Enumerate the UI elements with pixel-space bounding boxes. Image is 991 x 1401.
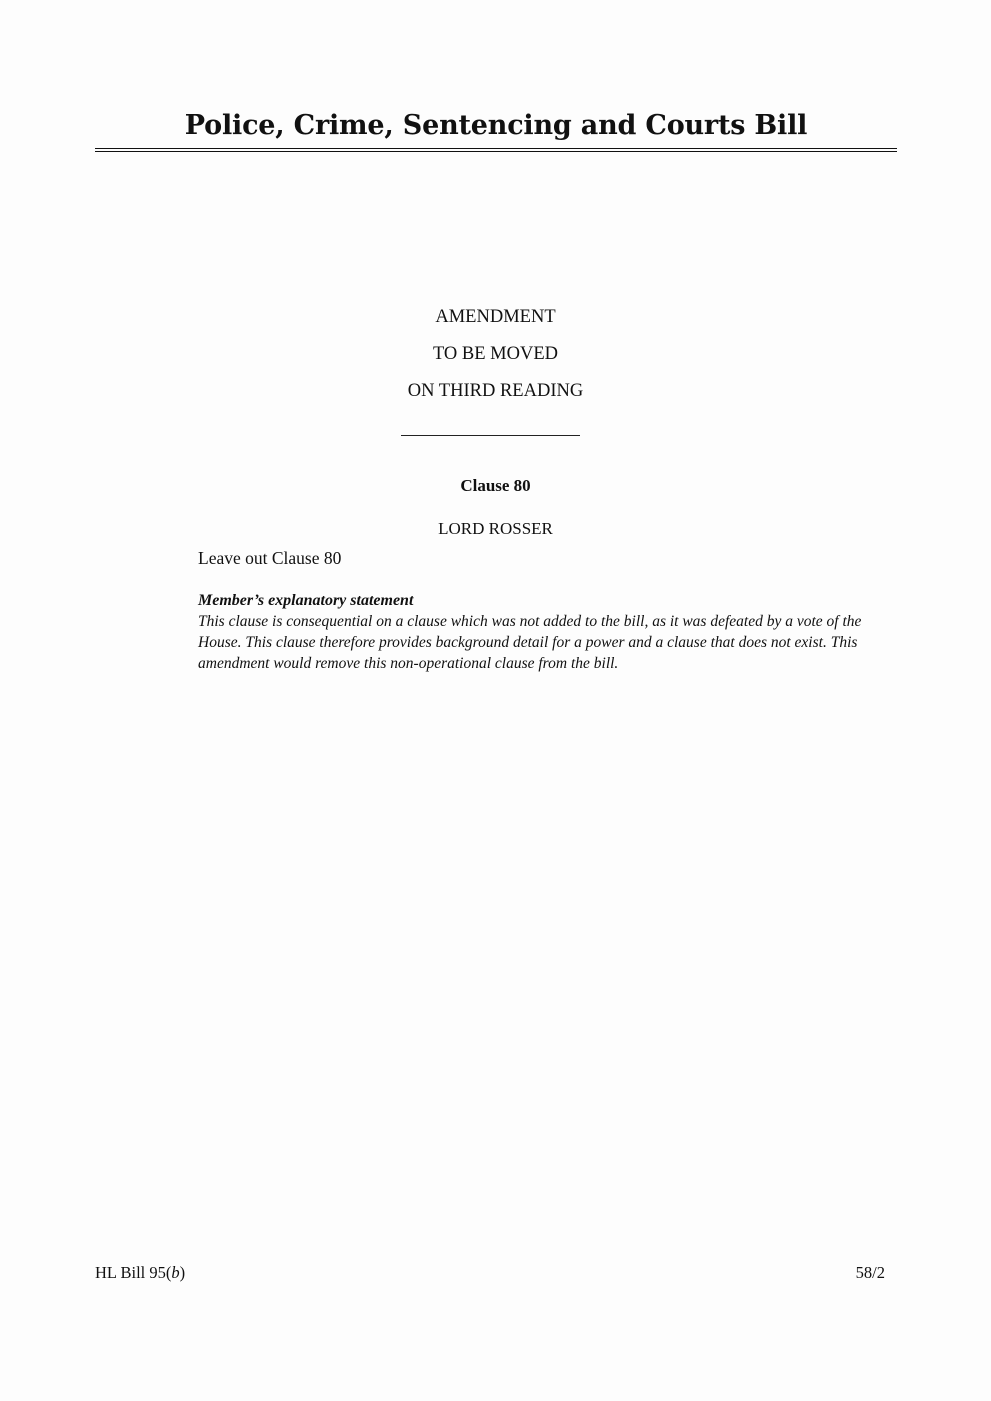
bill-reference [95, 1262, 185, 1284]
amendment-instruction: Leave out Clause 80 [198, 548, 342, 568]
bill-reference-prefix: HL Bill 95( [95, 1263, 172, 1282]
statement-heading: Member’s explanatory statement [198, 592, 414, 609]
section-divider [401, 435, 580, 436]
amendment-label: AMENDMENT [435, 307, 556, 327]
bill-reference-suffix: ) [179, 1263, 186, 1282]
title-double-rule [95, 148, 897, 152]
explanatory-statement [198, 590, 898, 674]
page-title: Police, Crime, Sentencing and Courts Bill [184, 110, 808, 141]
statement-body: This clause is consequential on a clause which was not added to the bill, as it was defeated by a vote of the House. This clause therefore provides background detail for a power and a clause that does not exist. This amendment would remove this non-operational clause from the bill. [198, 613, 862, 672]
moved-label: TO BE MOVED [432, 344, 559, 364]
page-reference: 58/2 [855, 1263, 885, 1282]
clause-heading: Clause 80 [460, 476, 531, 495]
reading-stage-label: ON THIRD READING [407, 381, 584, 401]
member-name: LORD ROSSER [438, 519, 553, 538]
bill-reference-letter: b [171, 1263, 180, 1282]
